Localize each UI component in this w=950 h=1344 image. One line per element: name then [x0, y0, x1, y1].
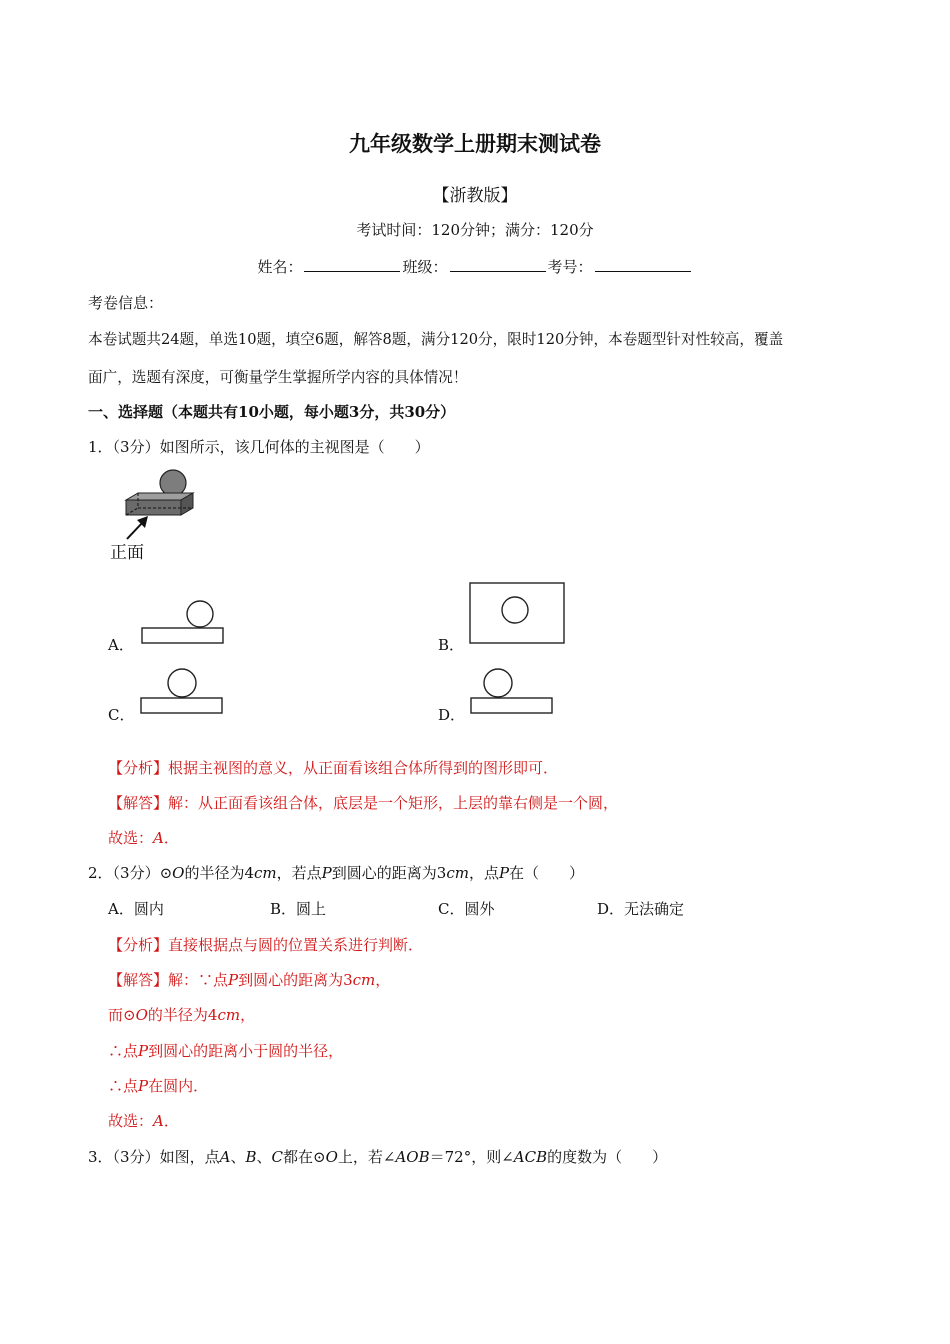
q2-option-d: D．无法确定 — [597, 900, 685, 918]
section-1-heading: 一、选择题（本题共有10小题，每小题3分，共30分） — [88, 403, 456, 421]
q1-solid-sphere — [160, 470, 186, 496]
exam-info: 考试时间：120分钟；满分：120分 — [356, 221, 594, 239]
q2-stem: 2．（3分）⊙O的半径为4cm，若点P到圆心的距离为3cm，点P在（ ） — [88, 864, 585, 882]
q1-choice: 故选：A． — [108, 829, 179, 847]
q2-analysis: 【分析】直接根据点与圆的位置关系进行判断． — [108, 936, 424, 954]
name-blank — [304, 257, 400, 272]
q1-front-label: 正面 — [110, 543, 144, 563]
q2-option-a: A．圆内 — [108, 900, 164, 918]
q2-answer-line-3: ∴点P到圆心的距离小于圆的半径， — [108, 1042, 344, 1060]
q2-choice: 故选：A． — [108, 1112, 179, 1130]
info-line-1: 本卷试题共24题，单选10题，填空6题，解答8题，满分120分，限时120分钟，本卷题型针对性较高，覆盖 — [88, 331, 784, 348]
q1-option-b-figure — [469, 582, 567, 646]
number-label: 考号： — [547, 258, 593, 276]
q1-stem: 1．（3分）如图所示，该几何体的主视图是（ ） — [88, 438, 430, 456]
q2-option-c: C．圆外 — [438, 900, 495, 918]
q1-option-a-label: A． — [108, 636, 134, 654]
q2-answer-line-2: 而⊙O的半径为4cm， — [108, 1006, 256, 1024]
student-info-row — [0, 256, 950, 277]
info-line-2: 面广，选题有深度，可衡量学生掌握所学内容的具体情况！ — [88, 369, 468, 386]
q1-answer: 【解答】解：从正面看该组合体，底层是一个矩形，上层的靠右侧是一个圆， — [108, 794, 619, 812]
info-heading: 考卷信息： — [88, 294, 164, 312]
q2-option-b: B．圆上 — [270, 900, 327, 918]
q1-option-d-figure — [470, 667, 554, 717]
class-label: 班级： — [402, 258, 448, 276]
q1-option-a-figure — [141, 600, 225, 646]
q1-option-b-label: B． — [438, 636, 465, 654]
name-label: 姓名： — [257, 258, 303, 276]
q1-analysis: 【分析】根据主视图的意义，从正面看该组合体所得到的图形即可． — [108, 759, 559, 777]
q3-stem: 3．（3分）如图，点A、B、C都在⊙O上，若∠AOB＝72°，则∠ACB的度数为（ ） — [88, 1148, 668, 1166]
q1-option-c-label: C． — [108, 706, 135, 724]
edition-label: 【浙教版】 — [432, 186, 518, 206]
q2-answer-line-4: ∴点P在圆内． — [108, 1077, 209, 1095]
number-blank — [595, 257, 691, 272]
q2-answer-line-1: 【解答】解：∵点P到圆心的距离为3cm， — [108, 971, 391, 989]
q1-option-d-label: D． — [438, 706, 466, 724]
page-title: 九年级数学上册期末测试卷 — [349, 131, 601, 156]
q1-option-c-figure — [140, 667, 224, 717]
class-blank — [450, 257, 546, 272]
